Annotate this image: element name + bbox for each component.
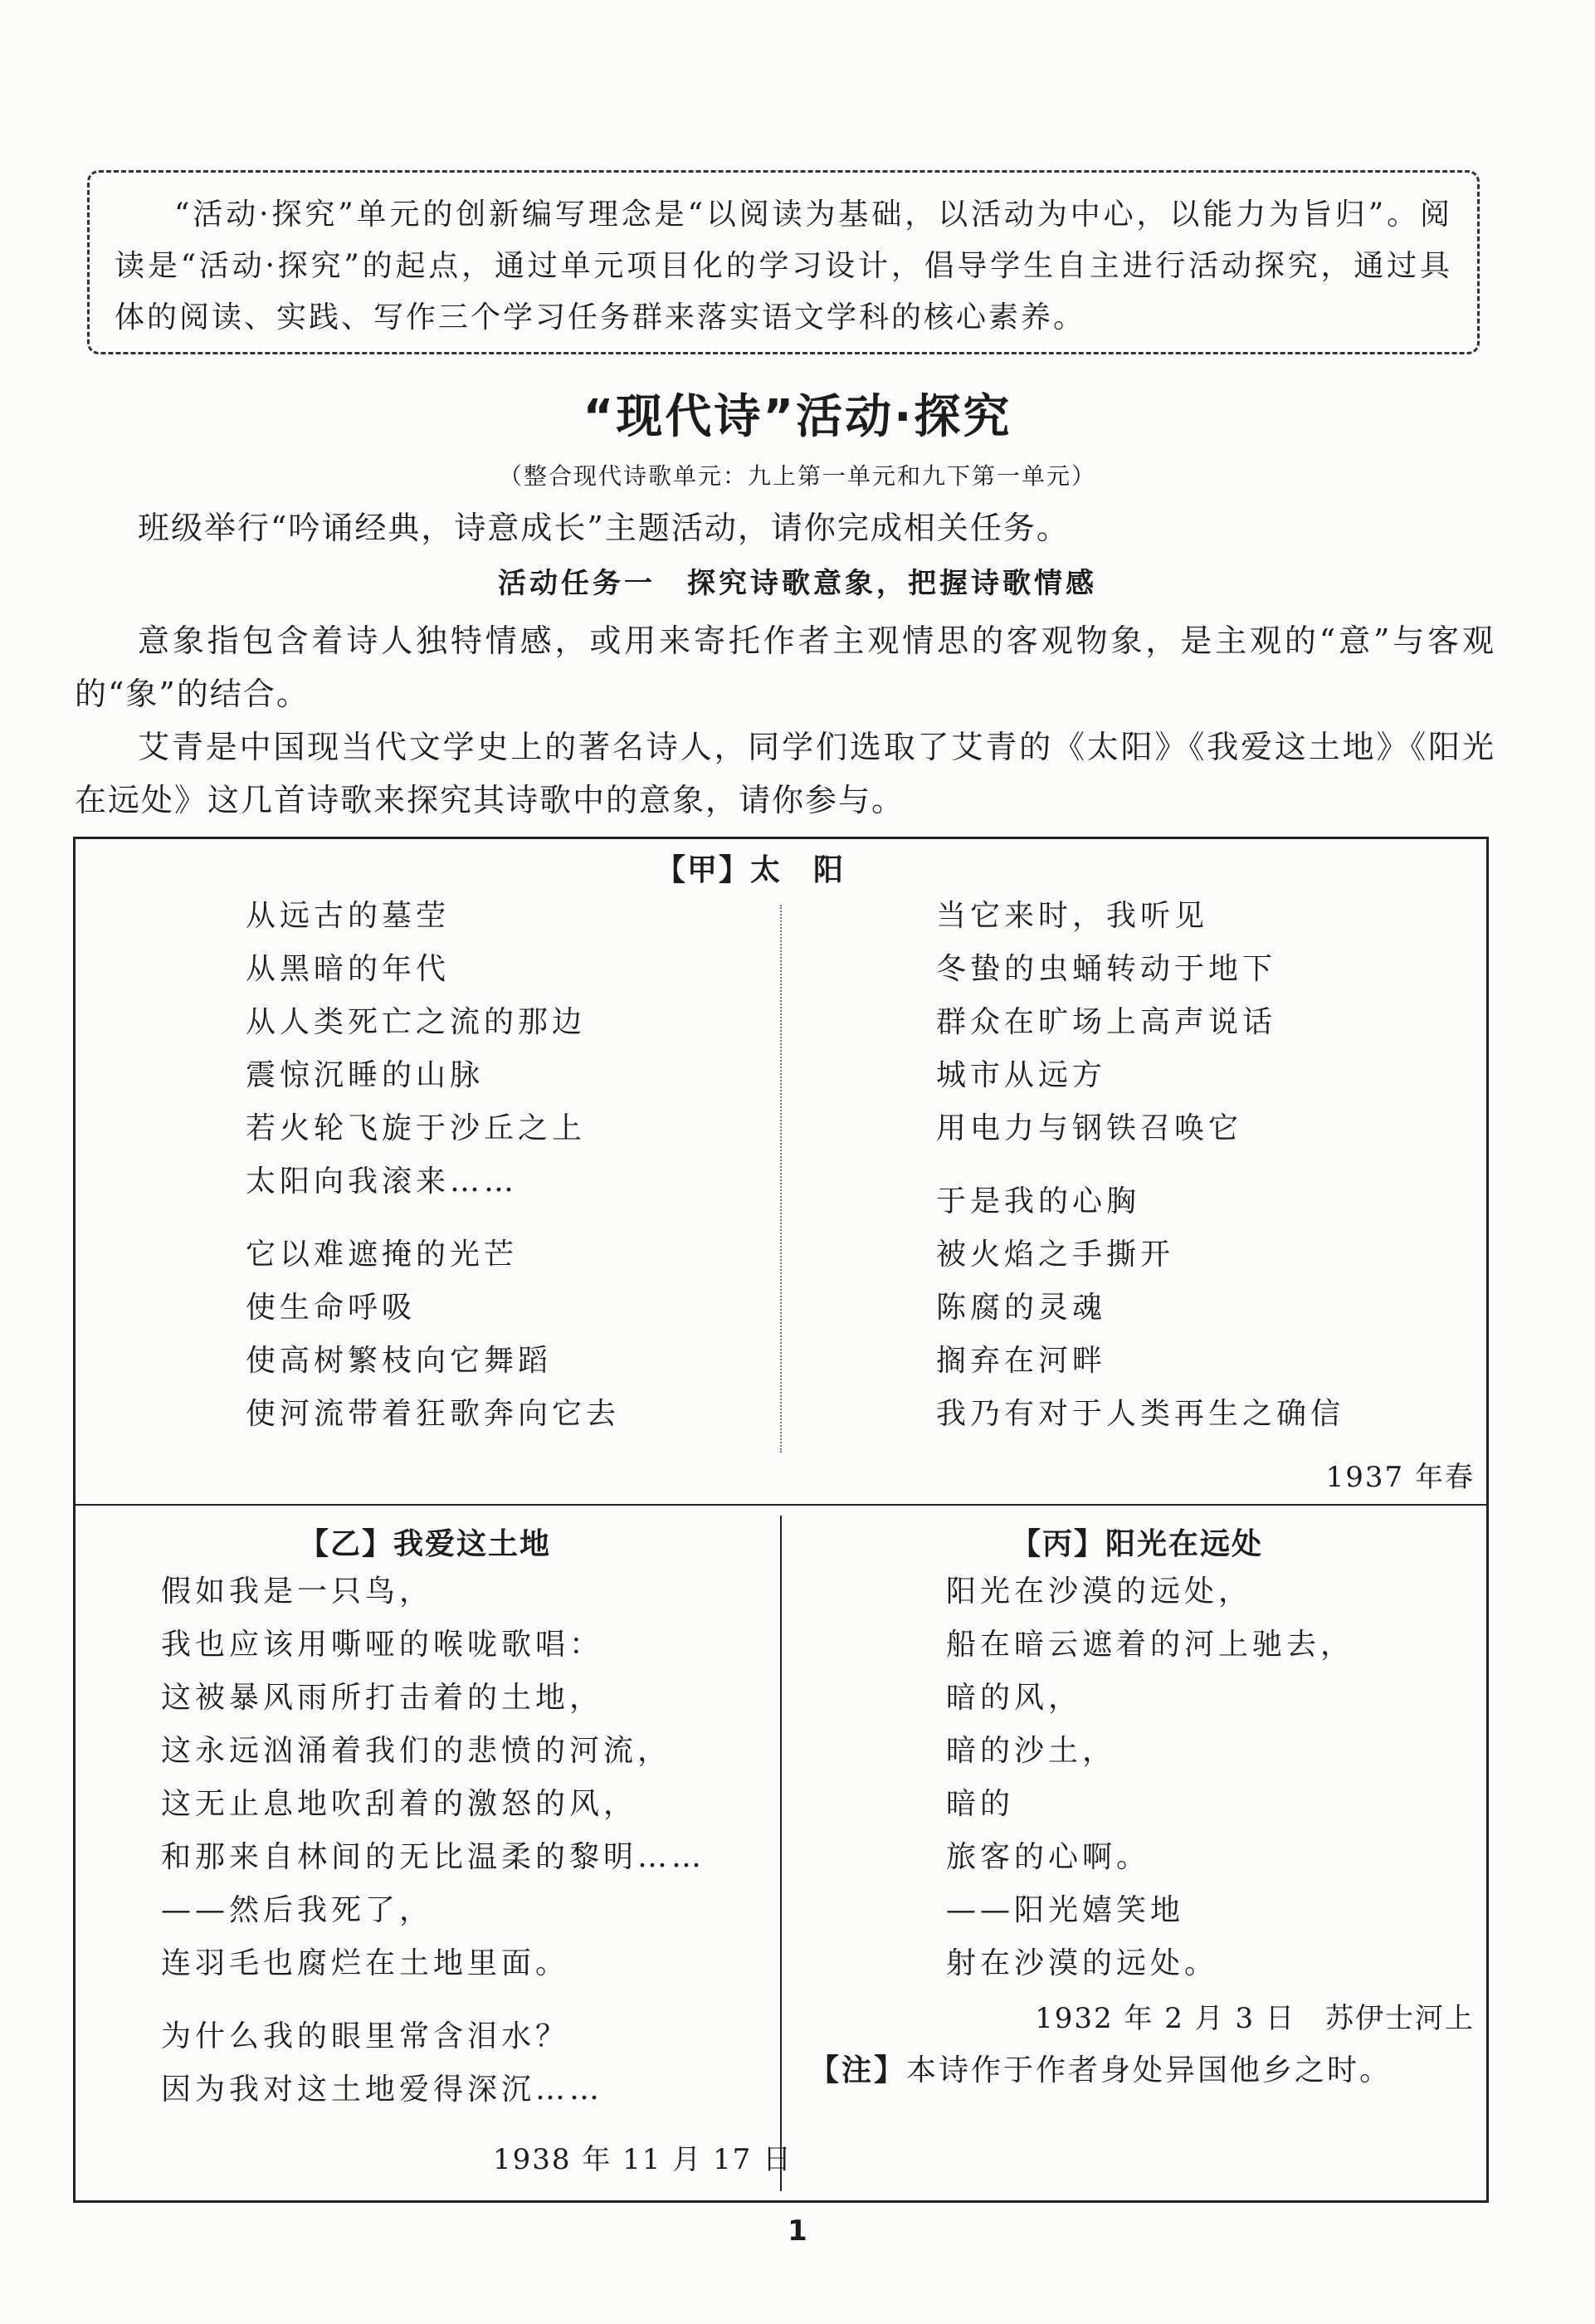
poem-line: 太阳向我滚来…… — [246, 1164, 519, 1199]
poem-line: 暗的风， — [946, 1681, 1083, 1715]
page-title: “现代诗”活动·探究 — [583, 390, 1012, 444]
activity-intro — [75, 501, 1495, 554]
poem-jia-right — [936, 890, 1344, 1441]
task1-heading: 活动任务一 探究诗歌意象，把握诗歌情感 — [498, 567, 1097, 600]
poem-yi-date: 1938 年 11 月 17 日 — [493, 2143, 793, 2176]
poem-line: 搁弃在河畔 — [936, 1344, 1107, 1378]
poem-line: 我乃有对于人类再生之确信 — [936, 1397, 1345, 1431]
task1-para2-text: 艾青是中国现当代文学史上的著名诗人，同学们选取了艾青的《太阳》《我爱这土地》《阳光在远处》这几首诗歌来探究其诗歌中的意象，请你参与。 — [75, 729, 1495, 818]
poem-line: 船在暗云遮着的河上驰去， — [946, 1628, 1355, 1662]
poem-bing-title: 【丙】阳光在远处 — [1011, 1527, 1264, 1561]
poem-yi-body — [161, 1565, 705, 2116]
poem-line: 冬蛰的虫蛹转动于地下 — [936, 952, 1277, 986]
task1-para2 — [75, 720, 1495, 827]
note-tag: 【注】 — [809, 2053, 907, 2087]
poem-line: 这被暴风雨所打击着的土地， — [161, 1681, 604, 1715]
poem-line: 这永远汹涌着我们的悲愤的河流， — [161, 1734, 672, 1768]
poem-line: 为什么我的眼里常含泪水？ — [161, 2019, 570, 2053]
poem-line: 使高树繁枝向它舞蹈 — [246, 1344, 553, 1378]
poem-line: 被火焰之手撕开 — [936, 1238, 1175, 1272]
poem-jia-title: 【甲】太 阳 — [656, 853, 846, 887]
intro-text: “活动·探究”单元的创新编写理念是“以阅读为基础，以活动为中心，以能力为旨归”。阅读是“活动·探究”的起点，通过单元项目化的学习设计，倡导学生自主进行活动探究，通过具体的阅读、实践、写作三个学习任务群来落实语文学科的核心素养。 — [115, 198, 1452, 334]
poem-line: 从远古的墓茔 — [246, 899, 451, 933]
poem-line: ——阳光嬉笑地 — [946, 1893, 1185, 1927]
poem-line: 城市从远方 — [936, 1058, 1107, 1092]
task1-para1 — [75, 614, 1495, 720]
poem-yi-title: 【乙】我爱这土地 — [299, 1527, 552, 1561]
poem-line: 射在沙漠的远处。 — [946, 1946, 1219, 1980]
intro-box — [87, 170, 1480, 354]
poem-line: ——然后我死了， — [161, 1893, 434, 1927]
poem-line: 它以难遮掩的光芒 — [246, 1238, 519, 1272]
poem-divider-vertical — [780, 1516, 782, 2191]
poem-line: 因为我对这土地爱得深沉…… — [161, 2073, 604, 2107]
poem-bing-date: 1932 年 2 月 3 日 苏伊士河上 — [1035, 2002, 1475, 2035]
poem-line: 假如我是一只鸟， — [161, 1575, 434, 1609]
poem-line: 从黑暗的年代 — [246, 952, 451, 986]
poem-line: 暗的沙土， — [946, 1734, 1117, 1768]
poem-line: 旅客的心啊。 — [946, 1840, 1151, 1874]
poem-line: 这无止息地吹刮着的激怒的风， — [161, 1787, 638, 1821]
poem-divider-horizontal — [73, 1504, 1489, 1506]
poem-line: 和那来自林间的无比温柔的黎明…… — [161, 1840, 706, 1874]
poem-line: 阳光在沙漠的远处， — [946, 1575, 1253, 1609]
task1-para1-text: 意象指包含着诗人独特情感，或用来寄托作者主观情思的客观物象，是主观的“意”与客观的“象”的结合。 — [75, 622, 1495, 712]
page-subtitle: （整合现代诗歌单元：九上第一单元和九下第一单元） — [498, 462, 1096, 490]
poem-line: 用电力与钢铁召唤它 — [936, 1111, 1243, 1145]
poem-line: 当它来时，我听见 — [936, 899, 1209, 933]
poem-bing-body — [946, 1565, 1354, 1990]
poem-line: 我也应该用嘶哑的喉咙歌唱： — [161, 1628, 604, 1662]
note-text: 本诗作于作者身处异国他乡之时。 — [906, 2053, 1393, 2087]
poem-line: 若火轮飞旋于沙丘之上 — [246, 1111, 587, 1145]
poem-jia-date: 1937 年春 — [1325, 1461, 1475, 1494]
poem-jia-left — [246, 890, 620, 1441]
poem-divider-dotted — [780, 905, 782, 1452]
poem-line: 于是我的心胸 — [936, 1184, 1141, 1218]
poem-bing-note — [809, 2047, 1392, 2089]
poem-line: 连羽毛也腐烂在土地里面。 — [161, 1946, 570, 1980]
page-number: 1 — [788, 2214, 807, 2248]
poem-line: 从人类死亡之流的那边 — [246, 1005, 587, 1039]
poem-line: 震惊沉睡的山脉 — [246, 1058, 485, 1092]
poem-line: 使河流带着狂歌奔向它去 — [246, 1397, 621, 1431]
poem-line: 暗的 — [946, 1787, 1015, 1821]
poem-line: 陈腐的灵魂 — [936, 1291, 1107, 1325]
activity-intro-text: 班级举行“吟诵经典，诗意成长”主题活动，请你完成相关任务。 — [138, 510, 1070, 546]
poem-line: 群众在旷场上高声说话 — [936, 1005, 1277, 1039]
poem-line: 使生命呼吸 — [246, 1291, 417, 1325]
